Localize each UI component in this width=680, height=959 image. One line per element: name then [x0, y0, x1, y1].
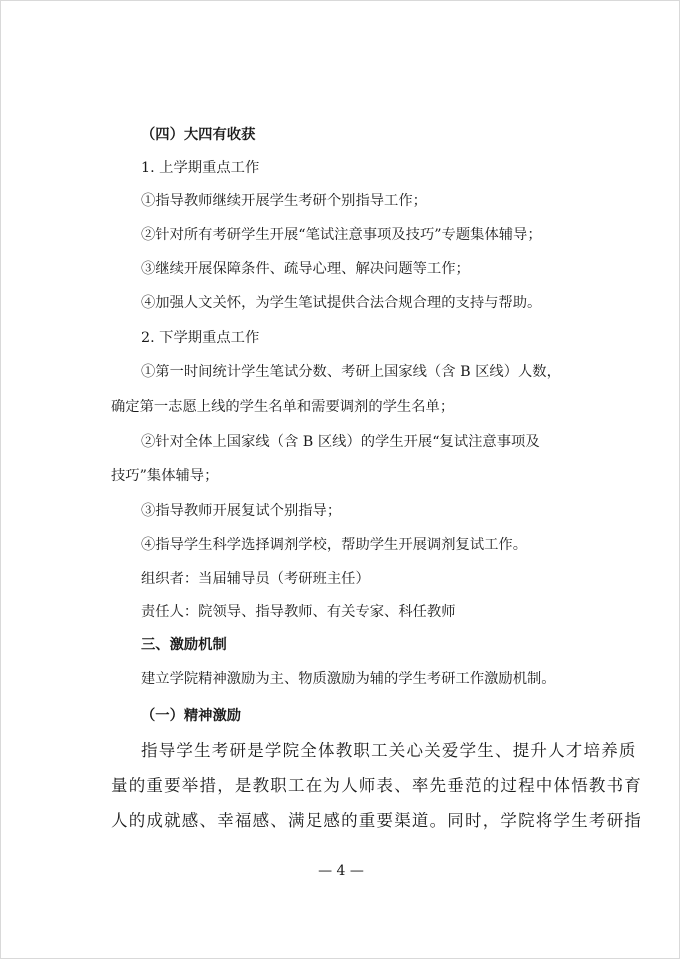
list-item: ①指导教师继续开展学生考研个别指导工作； [141, 193, 427, 209]
list-item: ③指导教师开展复试个别指导； [141, 503, 342, 519]
responsible-line: 责任人：院领导、指导教师、有关专家、科任教师 [141, 604, 456, 620]
list-item: ③继续开展保障条件、疏导心理、解决问题等工作； [141, 261, 470, 277]
paragraph-line: 人的成就感、幸福感、满足感的重要渠道。同时，学院将学生考研指 [111, 811, 642, 830]
list-item: ②针对全体上国家线（含 B 区线）的学生开展“复试注意事项及 [141, 434, 540, 450]
subsection-heading-spiritual: （一）精神激励 [141, 708, 242, 724]
list-item: ④加强人文关怀，为学生笔试提供合法合规合理的支持与帮助。 [141, 295, 542, 311]
list-item: ④指导学生科学选择调剂学校，帮助学生开展调剂复试工作。 [141, 537, 528, 553]
subheading-first-semester: 1. 上学期重点工作 [141, 160, 260, 176]
list-item-continuation: 确定第一志愿上线的学生名单和需要调剂的学生名单； [111, 399, 455, 415]
paragraph-line: 建立学院精神激励为主、物质激励为辅的学生考研工作激励机制。 [141, 671, 556, 687]
section-heading-incentive: 三、激励机制 [141, 637, 227, 653]
list-item: ②针对所有考研学生开展“笔试注意事项及技巧”专题集体辅导； [141, 227, 542, 243]
list-item-continuation: 技巧”集体辅导； [111, 468, 219, 484]
section-heading-senior-year: （四）大四有收获 [141, 127, 256, 143]
subheading-second-semester: 2. 下学期重点工作 [141, 330, 260, 346]
list-item: ①第一时间统计学生笔试分数、考研上国家线（含 B 区线）人数， [141, 364, 561, 380]
page-number: — 4 — [318, 863, 364, 879]
organizer-line: 组织者：当届辅导员（考研班主任） [141, 571, 370, 587]
paragraph-line: 量的重要举措，是教职工在为人师表、率先垂范的过程中体悟教书育 [111, 776, 642, 795]
paragraph-line: 指导学生考研是学院全体教职工关心关爱学生、提升人才培养质 [141, 741, 637, 760]
